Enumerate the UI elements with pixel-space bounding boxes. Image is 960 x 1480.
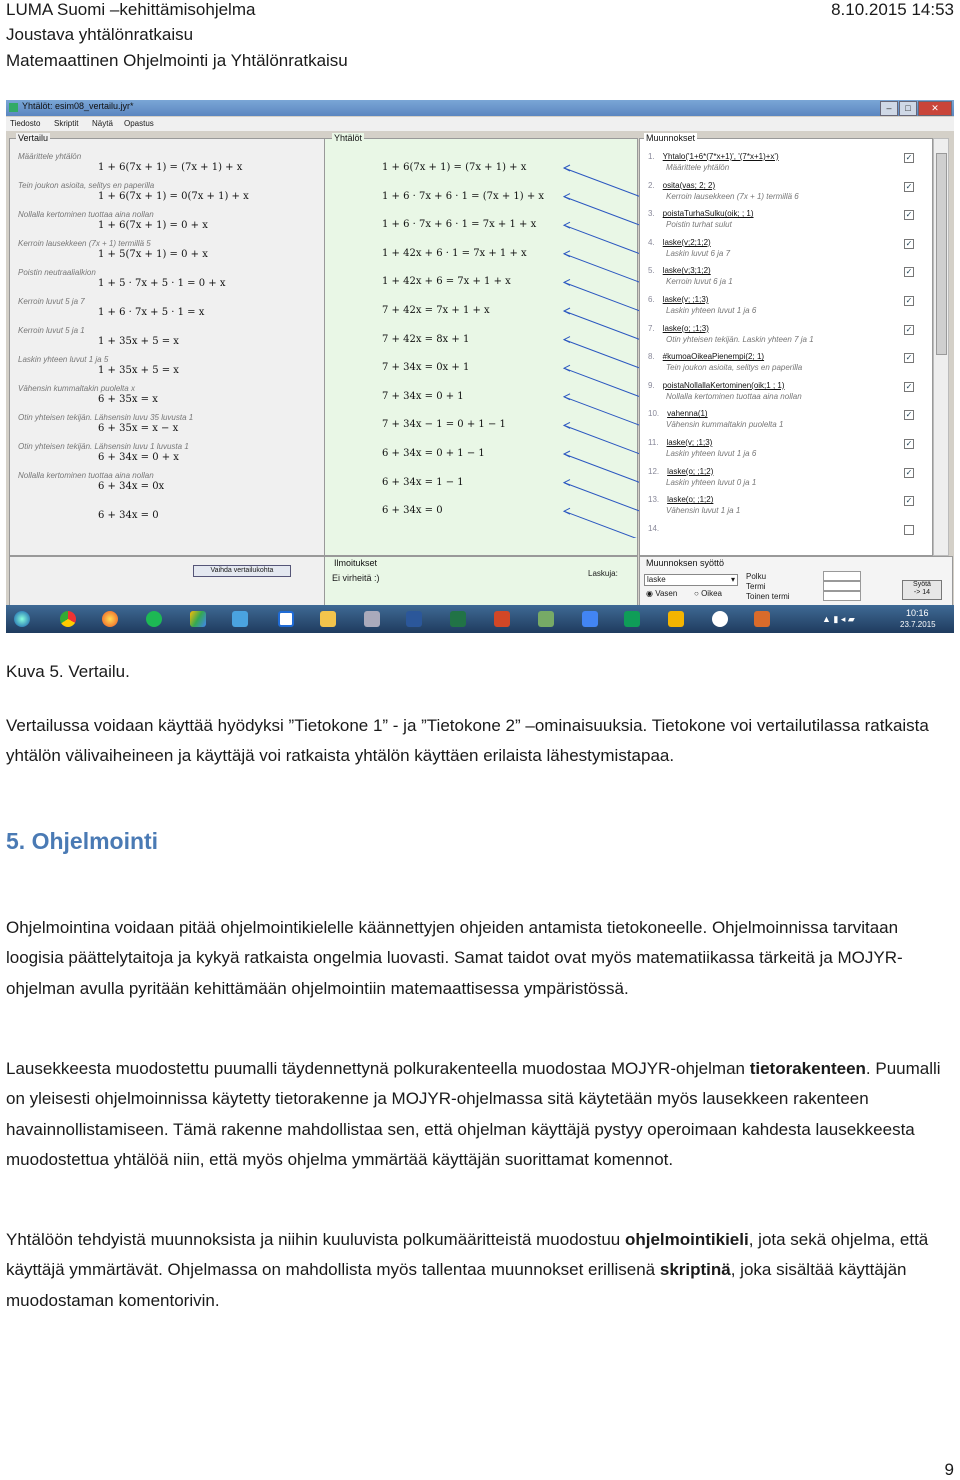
- tex-icon[interactable]: [538, 611, 554, 627]
- muunnos-row[interactable]: [648, 495, 713, 504]
- vertailu-caption: Nollalla kertominen tuottaa aina nollan: [18, 471, 154, 480]
- muunnos-row[interactable]: [648, 381, 785, 390]
- yhtalo-equation[interactable]: 1 + 6 · 7x + 6 · 1 = 7x + 1 + x: [382, 219, 537, 231]
- connector-arrowhead: [564, 451, 570, 457]
- yhtalo-equation[interactable]: 7 + 42x = 7x + 1 + x: [382, 305, 490, 316]
- vaihda-button[interactable]: Vaihda vertailukohta: [193, 565, 291, 577]
- muunnos-description: Laskin luvut 6 ja 7: [666, 248, 731, 258]
- radio-oikea-label: Oikea: [701, 589, 722, 598]
- muunnos-command[interactable]: laske(o; ;1;2): [667, 466, 714, 476]
- vertailu-caption: Poistin neutraalialkion: [18, 268, 96, 277]
- drive-icon[interactable]: [190, 611, 206, 627]
- muunnos-checkbox[interactable]: ✓: [905, 496, 913, 506]
- muunnos-command[interactable]: laske(o; ;1;3): [662, 323, 709, 333]
- muunnos-command[interactable]: poistaTurhaSulku(oik; ; 1): [662, 209, 754, 219]
- connector-line: [564, 225, 640, 254]
- ilmoitukset-title: Ilmoitukset: [334, 558, 378, 568]
- muunnos-description: Laskin yhteen luvut 0 ja 1: [666, 477, 757, 487]
- laskuja-label: Laskuja:: [588, 569, 618, 578]
- vertailu-caption: Kerroin lausekkeen (7x + 1) termillä 5: [18, 239, 151, 248]
- label-toinen-termi: Toinen termi: [746, 592, 790, 601]
- muunnos-description: Otin yhteisen tekijän. Laskin yhteen 7 ja 1: [666, 334, 814, 344]
- muunnokset-panel: [639, 138, 933, 556]
- muunnos-row[interactable]: [648, 209, 754, 218]
- muunnos-number: 7.: [648, 323, 655, 333]
- termi-input[interactable]: [823, 581, 861, 591]
- vertailu-caption: Tein joukon asioita, selitys en paperilla: [18, 181, 155, 190]
- taskbar: [6, 605, 954, 633]
- paragraph-4-text-e: , joka sisältää käyttäjän muodostaman komentorivin.: [6, 1260, 907, 1310]
- muunnos-checkbox[interactable]: ✓: [905, 210, 913, 220]
- connector-arrowhead: [564, 251, 570, 257]
- muunnos-row[interactable]: [648, 266, 711, 275]
- muunnos-checkbox[interactable]: ✓: [905, 439, 913, 448]
- radio-vasen[interactable]: ◉ Vasen: [646, 589, 678, 598]
- vertailu-equation: 1 + 5(7x + 1) = 0 + x: [98, 249, 208, 260]
- radio-vasen-label: Vasen: [655, 589, 678, 598]
- connector-arrowhead: [564, 308, 570, 314]
- paragraph-3-text-c: . Puumalli on yleisesti ohjelmoinnissa käytetty tietorakenne ja MOJYR-ohjelmassa sitä käytetään myös lausekkeen rakenteen havainnollistamiseen. Tämä rakenne mahdollistaa sen, että ohjelman käyttäjä pystyy operoimaan kahdesta lausekkeesta muodostettua yhtälöä niin, että myös ohjelma ymmärtää käyttäjän suorittamat komennot.: [6, 1059, 941, 1169]
- yhtalo-equation[interactable]: 6 + 34x = 1 − 1: [382, 476, 464, 488]
- vertailu-caption: Otin yhteisen tekijän. Lähsensin luvu 35 luvusta 1: [18, 413, 194, 422]
- yhtalo-equation[interactable]: 1 + 42x + 6 · 1 = 7x + 1 + x: [382, 247, 527, 259]
- vertailu-caption: Nollalla kertominen tuottaa aina nollan: [18, 210, 154, 219]
- connector-line: [564, 311, 640, 340]
- connector-arrowhead: [564, 394, 570, 400]
- vertailu-caption: Laskin yhteen luvut 1 ja 5: [18, 355, 109, 364]
- yhtalo-equation[interactable]: 6 + 34x = 0 + 1 − 1: [382, 448, 485, 459]
- connector-arrowhead: [564, 194, 570, 200]
- radio-oikea[interactable]: ○ Oikea: [694, 589, 722, 598]
- muunnos-select[interactable]: [644, 574, 738, 586]
- app-screenshot: [6, 100, 954, 633]
- word-icon[interactable]: [406, 611, 422, 627]
- excel-icon[interactable]: [450, 611, 466, 627]
- maximize-button[interactable]: □: [899, 101, 917, 116]
- muunnos-row[interactable]: [648, 181, 715, 190]
- muunnos-description: Nollalla kertominen tuottaa aina nollan: [666, 391, 802, 401]
- connector-arrowhead: [564, 279, 570, 285]
- vertailu-equation: 1 + 35x + 5 = x: [98, 365, 179, 376]
- connector-line: [564, 254, 640, 283]
- muunnos-description: Vähensin kummaltakin puolelta 1: [666, 420, 784, 430]
- connector-line: [564, 168, 640, 197]
- start-icon[interactable]: [14, 611, 30, 627]
- paragraph-2: Ohjelmointina voidaan pitää ohjelmointikielelle käännettyjen ohjeiden antamista tietokoneelle. Ohjelmoinnissa tarvitaan loogisia päättelytaitoja ja kykyä ratkaista ongelmia luovasti. Samat taidot ovat myös matematiikassa tärkeitä ja MOJYR-ohjelman avulla pyritään kehittämään ohjelmointiin matemaattisessa ympäristössä.: [6, 918, 903, 998]
- vertailu-title: Vertailu: [18, 133, 49, 143]
- connector-line: [564, 511, 640, 538]
- connector-arrowhead: [564, 165, 570, 171]
- minimize-button[interactable]: –: [880, 101, 898, 116]
- vertailu-equation: 6 + 34x = 0: [98, 510, 159, 521]
- dropbox-icon[interactable]: [278, 611, 294, 627]
- clock-date[interactable]: 23.7.2015: [900, 620, 936, 629]
- muunnos-row[interactable]: [648, 467, 713, 476]
- firefox-icon[interactable]: [102, 611, 118, 627]
- figure-caption: Kuva 5. Vertailu.: [6, 662, 130, 681]
- yhtalo-equation[interactable]: 6 + 34x = 0: [382, 505, 443, 517]
- muunnos-command[interactable]: laske(v; ;1;3): [666, 438, 713, 447]
- page-number: 9: [944, 1460, 954, 1479]
- vertailu-equation: 6 + 35x = x: [98, 394, 158, 405]
- muunnos-number: 11.: [648, 438, 659, 447]
- muunnos-command[interactable]: osita(vas; 2; 2): [662, 180, 716, 190]
- docs-icon[interactable]: [582, 611, 598, 627]
- muunnos-number: 13.: [648, 495, 660, 505]
- connector-line: [564, 454, 640, 483]
- syotto-title: Muunnoksen syöttö: [646, 558, 725, 568]
- vertailu-equation: 1 + 6(7x + 1) = (7x + 1) + x: [98, 162, 243, 173]
- muunnos-number: 5.: [648, 266, 655, 276]
- clock-time[interactable]: 10:16: [906, 608, 929, 618]
- term-ohjelmointikieli: ohjelmointikieli: [624, 1230, 749, 1249]
- muunnos-description: Tein joukon asioita, selitys en paperilla: [666, 363, 803, 373]
- muunnos-checkbox[interactable]: ✓: [905, 353, 913, 363]
- connector-arrowhead: [564, 365, 570, 371]
- vertailu-caption: Vähensin kummaltakin puolelta x: [18, 384, 135, 393]
- connector-arrowhead: [564, 480, 570, 486]
- connector-line: [564, 368, 640, 397]
- vertailu-equation: 6 + 34x = 0 + x: [98, 452, 179, 463]
- connector-line: [564, 197, 640, 226]
- window-titlebar: [6, 100, 954, 116]
- paragraph-4: [6, 1225, 956, 1316]
- label-polku: Polku: [746, 572, 767, 581]
- connector-line: [564, 397, 640, 426]
- vertailu-controls: [9, 556, 325, 606]
- muunnos-number: 10.: [648, 409, 660, 419]
- syota-button[interactable]: Syötä -> 14: [902, 580, 942, 600]
- muunnos-row[interactable]: [648, 409, 708, 418]
- close-button[interactable]: ✕: [918, 101, 952, 116]
- vertailu-equation: 1 + 6(7x + 1) = 0(7x + 1) + x: [98, 191, 249, 202]
- toinen-termi-input[interactable]: [823, 591, 861, 601]
- yhtalo-equation[interactable]: 1 + 42x + 6 = 7x + 1 + x: [382, 276, 511, 288]
- muunnos-command[interactable]: laske(v;3;1;2): [662, 266, 711, 276]
- muunnos-row[interactable]: [648, 352, 764, 361]
- yhtalot-title: Yhtälöt: [334, 133, 363, 143]
- connector-line: [564, 282, 640, 311]
- term-skriptina: skriptinä: [659, 1260, 731, 1280]
- powerpoint-icon[interactable]: [494, 611, 510, 627]
- muunnos-number: 8.: [648, 352, 655, 362]
- muunnos-number: 9.: [648, 380, 655, 390]
- muunnos-row[interactable]: [648, 295, 708, 304]
- muunnos-description: Kerroin luvut 6 ja 1: [666, 277, 733, 287]
- settings-icon[interactable]: [712, 611, 728, 627]
- chevron-down-icon: ▾: [730, 575, 735, 584]
- muunnos-checkbox[interactable]: ✓: [905, 296, 913, 305]
- menu-nayta[interactable]: Näytä: [92, 119, 113, 128]
- connector-arrowhead: [564, 337, 570, 343]
- muunnos-checkbox[interactable]: ✓: [905, 324, 913, 334]
- muunnos-command[interactable]: poistaNollallaKertominen(oik;1 ; 1): [662, 380, 785, 390]
- muunnos-number: 4.: [648, 237, 655, 247]
- muunnos-checkbox[interactable]: ✓: [905, 238, 913, 248]
- connector-line: [564, 340, 640, 369]
- vertailu-equation: 1 + 6(7x + 1) = 0 + x: [98, 220, 208, 231]
- scrollbar-thumb[interactable]: [936, 153, 947, 355]
- connector-line: [564, 425, 640, 454]
- header-title: Matemaattinen Ohjelmointi ja Yhtälönratkaisu: [6, 51, 348, 70]
- connector-lines: [562, 158, 642, 538]
- muunnos-checkbox[interactable]: ✓: [905, 467, 913, 477]
- muunnos-command[interactable]: #kumoaOikeaPienempi(2; 1): [662, 352, 765, 362]
- connector-arrowhead: [564, 422, 570, 428]
- yhtalo-equation[interactable]: 7 + 42x = 8x + 1: [382, 333, 470, 345]
- muunnos-description: Kerroin lausekkeen (7x + 1) termillä 6: [666, 191, 799, 201]
- connector-arrowhead: [564, 222, 570, 228]
- paragraph-4-text-a: Yhtälöön tehdyistä muunnoksista ja niihin kuuluvista polkumääritteistä muodostuu: [6, 1230, 625, 1249]
- yhtalo-equation[interactable]: 7 + 34x − 1 = 0 + 1 − 1: [382, 419, 506, 431]
- muunnos-checkbox[interactable]: ✓: [905, 153, 913, 162]
- header-subtitle: Joustava yhtälönratkaisu: [6, 25, 194, 44]
- muunnos-command[interactable]: Yhtalo('1+6*(7*x+1)', '(7*x+1)+x'): [662, 152, 779, 161]
- muunnos-number: 3.: [648, 209, 655, 219]
- muunnos-select-value: laske: [647, 575, 666, 584]
- vertailu-equation: 1 + 35x + 5 = x: [98, 336, 179, 347]
- muunnos-checkbox[interactable]: ✓: [905, 181, 913, 191]
- vertailu-equation: 1 + 5 · 7x + 5 · 1 = 0 + x: [98, 278, 226, 289]
- muunnos-description: Vähensin luvut 1 ja 1: [666, 506, 741, 516]
- muunnos-command[interactable]: vahenna(1): [667, 409, 708, 419]
- ilmoitus-text: Ei virheitä :): [332, 573, 380, 583]
- paragraph-3: [6, 1054, 956, 1175]
- polku-input[interactable]: [823, 571, 861, 581]
- vertailu-caption: Otin yhteisen tekijän. Lähsensin luvu 1 luvusta 1: [18, 442, 189, 451]
- menu-bar: [6, 117, 954, 131]
- muunnokset-title: Muunnokset: [646, 133, 696, 143]
- muunnos-description: Laskin yhteen luvut 1 ja 6: [666, 306, 757, 315]
- paragraph-4-text-c: , jota sekä ohjelma, että käyttäjä ymmärtävät. Ohjelmassa on mahdollista myös tallentaa muunnokset erillisenä: [6, 1230, 929, 1280]
- yhtalo-equation[interactable]: 7 + 34x = 0 + 1: [382, 390, 464, 402]
- vertailu-equation: 1 + 6 · 7x + 5 · 1 = x: [98, 307, 205, 318]
- muunnos-number: 6.: [648, 295, 655, 304]
- matlab-icon[interactable]: [754, 611, 770, 627]
- yhtalo-equation[interactable]: 1 + 6(7x + 1) = (7x + 1) + x: [382, 162, 527, 173]
- connector-line: [564, 483, 640, 512]
- vertailu-equation: 6 + 34x = 0x: [98, 481, 165, 492]
- muunnos-checkbox[interactable]: [904, 525, 914, 535]
- window-title: Yhtälöt: esim08_vertailu.jyr*: [22, 101, 134, 111]
- label-termi: Termi: [746, 582, 766, 591]
- menu-opastus[interactable]: Opastus: [124, 119, 154, 128]
- muunnos-row[interactable]: [648, 324, 709, 333]
- menu-skriptit[interactable]: Skriptit: [54, 119, 79, 128]
- muunnos-checkbox[interactable]: ✓: [905, 381, 913, 391]
- muunnos-checkbox[interactable]: ✓: [905, 410, 913, 420]
- yhtalo-equation[interactable]: 7 + 34x = 0x + 1: [382, 362, 470, 374]
- muunnos-row[interactable]: [648, 152, 779, 161]
- term-tietorakenteen: tietorakenteen: [749, 1059, 866, 1078]
- muunnos-command[interactable]: laske(v;2;1;2): [662, 237, 711, 247]
- muunnos-row[interactable]: [648, 438, 712, 447]
- muunnos-description: Poistin turhat sulut: [666, 220, 732, 230]
- slides-icon[interactable]: [668, 611, 684, 627]
- vertailu-equation: 6 + 35x = x − x: [98, 423, 179, 434]
- folder-icon[interactable]: [320, 611, 336, 627]
- tray-icons: ▲ ▮ ◂ ▰: [822, 614, 855, 624]
- muunnos-number: 14.: [648, 523, 660, 533]
- app-window-icon[interactable]: [364, 611, 380, 627]
- muunnos-row[interactable]: [648, 524, 667, 533]
- menu-tiedosto[interactable]: Tiedosto: [10, 119, 41, 128]
- header-org: LUMA Suomi –kehittämisohjelma: [6, 0, 256, 19]
- vertailu-caption: Kerroin luvut 5 ja 7: [18, 297, 85, 306]
- muunnos-command[interactable]: laske(o; ;1;2): [667, 495, 714, 505]
- scrollbar[interactable]: [933, 138, 949, 556]
- muunnos-number: 12.: [648, 466, 660, 476]
- app-icon: [9, 103, 18, 112]
- paragraph-3-text-a: Lausekkeesta muodostettu puumalli täydennettynä polkurakenteella muodostaa MOJYR-ohjelman: [6, 1059, 750, 1078]
- section-heading: 5. Ohjelmointi: [6, 828, 159, 854]
- sheets-icon[interactable]: [624, 611, 640, 627]
- header-datetime: 8.10.2015 14:53: [831, 0, 954, 19]
- gdrive-icon[interactable]: [232, 611, 248, 627]
- muunnos-description: Määrittele yhtälön: [666, 163, 730, 172]
- connector-arrowhead: [564, 508, 570, 514]
- muunnos-description: Laskin yhteen luvut 1 ja 6: [666, 449, 757, 458]
- muunnos-number: 2.: [648, 180, 655, 190]
- yhtalo-equation[interactable]: 1 + 6 · 7x + 6 · 1 = (7x + 1) + x: [382, 190, 545, 202]
- chrome-icon[interactable]: [60, 611, 76, 627]
- muunnos-checkbox[interactable]: ✓: [905, 267, 913, 277]
- vertailu-caption: Määrittele yhtälön: [18, 152, 82, 161]
- paragraph-1: Vertailussa voidaan käyttää hyödyksi ”Tietokone 1” - ja ”Tietokone 2” –ominaisuuksia. Tietokone voi vertailutilassa ratkaista yhtälön välivaiheineen ja käyttäjä voi ratkaista yhtälön käyttäen erilaista lähestymistapaa.: [6, 716, 929, 766]
- muunnos-command[interactable]: laske(v; ;1;3): [662, 295, 709, 304]
- muunnos-number: 1.: [648, 152, 655, 161]
- vertailu-caption: Kerroin luvut 5 ja 1: [18, 326, 85, 335]
- spotify-icon[interactable]: [146, 611, 162, 627]
- muunnos-row[interactable]: [648, 238, 711, 247]
